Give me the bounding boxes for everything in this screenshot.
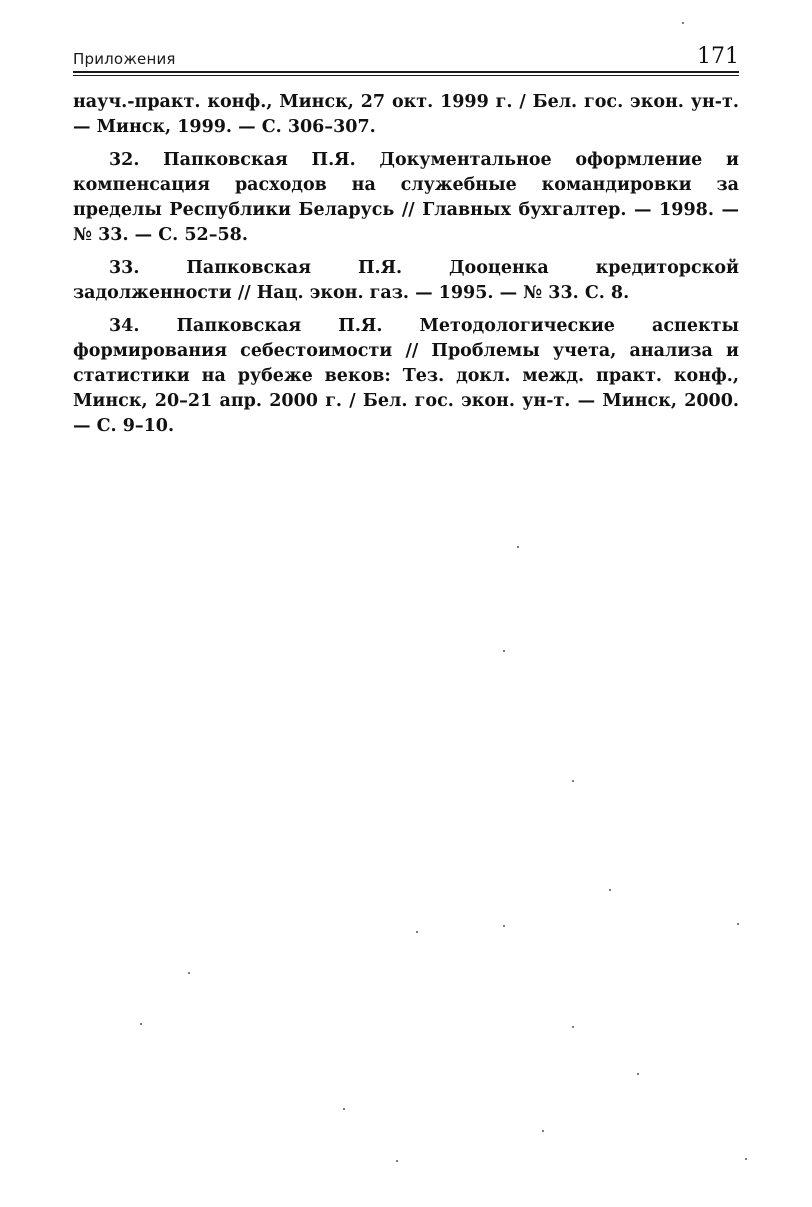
section-title: Приложения (73, 50, 176, 68)
scan-speck (737, 923, 739, 925)
scan-speck (637, 1073, 639, 1075)
running-head (73, 44, 739, 72)
scan-speck (745, 1158, 747, 1160)
scan-speck (343, 1108, 345, 1110)
bibliography-list (73, 90, 739, 447)
scan-speck (517, 546, 519, 548)
header-rule-thin (73, 75, 739, 76)
scan-speck (396, 1160, 398, 1162)
scan-speck (140, 1023, 142, 1025)
scan-speck (503, 650, 505, 652)
scan-speck (609, 889, 611, 891)
continuation-text: науч.-практ. конф., Минск, 27 окт. 1999 г. / Бел. гос. экон. ун-т. — Минск, 1999. — С. 306–307. (73, 92, 739, 137)
bibliography-entry-33: 33. Папковская П.Я. Дооценка кредиторской задолженности // Нац. экон. газ. — 1995. — № 33. С. 8. (73, 258, 739, 303)
scan-speck (416, 931, 418, 933)
scan-speck (572, 1026, 574, 1028)
scan-speck (542, 1130, 544, 1132)
scan-speck (503, 925, 505, 927)
bibliography-entry-34: 34. Папковская П.Я. Методологические аспекты формирования себестоимости // Проблемы учета, анализа и статистики на рубеже веков: Тез. докл. межд. практ. конф., Минск, 20–21 апр. 2000 г. / Бел. гос. экон. ун-т. — Минск, 2000. — С. 9–10. (73, 316, 739, 436)
scan-speck (572, 780, 574, 782)
scan-speck (682, 22, 684, 24)
bibliography-entry-32: 32. Папковская П.Я. Документальное оформление и компенсация расходов на служебные командировки за пределы Республики Беларусь // Главных бухгалтер. — 1998. — № 33. — С. 52–58. (73, 150, 739, 245)
scan-speck (188, 972, 190, 974)
header-rule-thick (73, 71, 739, 73)
page-number: 171 (697, 44, 739, 69)
